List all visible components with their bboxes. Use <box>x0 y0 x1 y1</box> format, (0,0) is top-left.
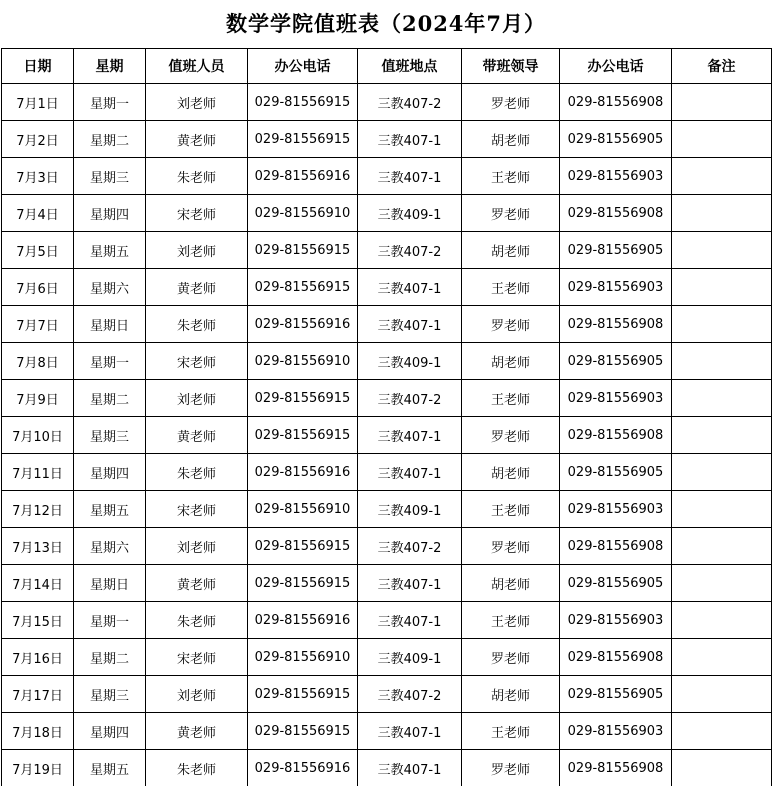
leader-office-phone-cell: 029-81556905 <box>560 565 672 602</box>
duty-staff-cell: 黄老师 <box>146 269 248 306</box>
staff-office-phone-cell: 029-81556910 <box>248 639 358 676</box>
table-row <box>2 454 772 491</box>
duty-staff-cell: 宋老师 <box>146 639 248 676</box>
leader-cell: 王老师 <box>462 491 560 528</box>
leader-cell: 王老师 <box>462 380 560 417</box>
date-cell: 7月3日 <box>2 158 74 195</box>
weekday-cell: 星期一 <box>74 84 146 121</box>
weekday-cell: 星期五 <box>74 232 146 269</box>
duty-staff-cell: 宋老师 <box>146 491 248 528</box>
staff-office-phone-cell: 029-81556916 <box>248 750 358 786</box>
weekday-cell: 星期一 <box>74 602 146 639</box>
remarks-cell <box>672 232 772 269</box>
leader-office-phone-cell: 029-81556903 <box>560 269 672 306</box>
table-row <box>2 713 772 750</box>
weekday-cell: 星期日 <box>74 306 146 343</box>
duty-staff-cell: 朱老师 <box>146 158 248 195</box>
date-cell: 7月5日 <box>2 232 74 269</box>
leader-cell: 胡老师 <box>462 454 560 491</box>
remarks-cell <box>672 750 772 786</box>
remarks-cell <box>672 195 772 232</box>
staff-office-phone-cell: 029-81556910 <box>248 343 358 380</box>
table-row <box>2 232 772 269</box>
date-cell: 7月10日 <box>2 417 74 454</box>
leader-cell: 罗老师 <box>462 417 560 454</box>
weekday-cell: 星期二 <box>74 121 146 158</box>
staff-office-phone-cell: 029-81556910 <box>248 195 358 232</box>
staff-office-phone-cell: 029-81556916 <box>248 454 358 491</box>
duty-location-cell: 三教407-1 <box>358 750 462 786</box>
staff-office-phone-cell: 029-81556910 <box>248 491 358 528</box>
header-duty-staff: 值班人员 <box>146 49 248 84</box>
duty-staff-cell: 朱老师 <box>146 750 248 786</box>
leader-cell: 王老师 <box>462 602 560 639</box>
leader-office-phone-cell: 029-81556908 <box>560 528 672 565</box>
staff-office-phone-cell: 029-81556916 <box>248 602 358 639</box>
leader-cell: 胡老师 <box>462 676 560 713</box>
leader-cell: 罗老师 <box>462 528 560 565</box>
staff-office-phone-cell: 029-81556916 <box>248 306 358 343</box>
leader-cell: 胡老师 <box>462 343 560 380</box>
table-row <box>2 491 772 528</box>
date-cell: 7月13日 <box>2 528 74 565</box>
weekday-cell: 星期三 <box>74 158 146 195</box>
weekday-cell: 星期六 <box>74 269 146 306</box>
leader-office-phone-cell: 029-81556908 <box>560 84 672 121</box>
date-cell: 7月7日 <box>2 306 74 343</box>
duty-staff-cell: 黄老师 <box>146 713 248 750</box>
remarks-cell <box>672 121 772 158</box>
weekday-cell: 星期五 <box>74 750 146 786</box>
duty-staff-cell: 刘老师 <box>146 232 248 269</box>
header-leader-office-phone: 办公电话 <box>560 49 672 84</box>
staff-office-phone-cell: 029-81556915 <box>248 84 358 121</box>
duty-location-cell: 三教407-1 <box>358 158 462 195</box>
leader-office-phone-cell: 029-81556905 <box>560 676 672 713</box>
table-row <box>2 306 772 343</box>
leader-office-phone-cell: 029-81556908 <box>560 639 672 676</box>
duty-location-cell: 三教407-2 <box>358 676 462 713</box>
date-cell: 7月15日 <box>2 602 74 639</box>
duty-location-cell: 三教407-2 <box>358 232 462 269</box>
duty-staff-cell: 黄老师 <box>146 417 248 454</box>
leader-office-phone-cell: 029-81556903 <box>560 491 672 528</box>
duty-staff-cell: 刘老师 <box>146 676 248 713</box>
date-cell: 7月8日 <box>2 343 74 380</box>
duty-location-cell: 三教407-1 <box>358 269 462 306</box>
date-cell: 7月1日 <box>2 84 74 121</box>
table-row <box>2 602 772 639</box>
remarks-cell <box>672 158 772 195</box>
duty-staff-cell: 朱老师 <box>146 454 248 491</box>
remarks-cell <box>672 565 772 602</box>
duty-location-cell: 三教409-1 <box>358 195 462 232</box>
leader-cell: 胡老师 <box>462 565 560 602</box>
leader-office-phone-cell: 029-81556905 <box>560 343 672 380</box>
weekday-cell: 星期四 <box>74 195 146 232</box>
header-remarks: 备注 <box>672 49 772 84</box>
date-cell: 7月11日 <box>2 454 74 491</box>
date-cell: 7月17日 <box>2 676 74 713</box>
duty-location-cell: 三教407-2 <box>358 380 462 417</box>
leader-cell: 胡老师 <box>462 121 560 158</box>
staff-office-phone-cell: 029-81556916 <box>248 158 358 195</box>
duty-staff-cell: 宋老师 <box>146 343 248 380</box>
staff-office-phone-cell: 029-81556915 <box>248 232 358 269</box>
date-cell: 7月9日 <box>2 380 74 417</box>
staff-office-phone-cell: 029-81556915 <box>248 121 358 158</box>
weekday-cell: 星期六 <box>74 528 146 565</box>
leader-office-phone-cell: 029-81556905 <box>560 232 672 269</box>
table-row <box>2 639 772 676</box>
remarks-cell <box>672 306 772 343</box>
table-row <box>2 158 772 195</box>
date-cell: 7月2日 <box>2 121 74 158</box>
duty-staff-cell: 刘老师 <box>146 528 248 565</box>
weekday-cell: 星期二 <box>74 380 146 417</box>
date-cell: 7月19日 <box>2 750 74 786</box>
leader-office-phone-cell: 029-81556903 <box>560 158 672 195</box>
leader-cell: 王老师 <box>462 713 560 750</box>
duty-location-cell: 三教407-1 <box>358 454 462 491</box>
date-cell: 7月6日 <box>2 269 74 306</box>
table-row <box>2 121 772 158</box>
date-cell: 7月16日 <box>2 639 74 676</box>
remarks-cell <box>672 417 772 454</box>
table-row <box>2 676 772 713</box>
duty-location-cell: 三教407-1 <box>358 121 462 158</box>
remarks-cell <box>672 602 772 639</box>
duty-location-cell: 三教407-2 <box>358 528 462 565</box>
remarks-cell <box>672 713 772 750</box>
remarks-cell <box>672 343 772 380</box>
remarks-cell <box>672 528 772 565</box>
duty-staff-cell: 刘老师 <box>146 84 248 121</box>
table-row <box>2 84 772 121</box>
duty-staff-cell: 黄老师 <box>146 121 248 158</box>
weekday-cell: 星期日 <box>74 565 146 602</box>
duty-location-cell: 三教407-1 <box>358 417 462 454</box>
duty-staff-cell: 朱老师 <box>146 602 248 639</box>
table-row <box>2 417 772 454</box>
date-cell: 7月12日 <box>2 491 74 528</box>
leader-cell: 罗老师 <box>462 639 560 676</box>
staff-office-phone-cell: 029-81556915 <box>248 676 358 713</box>
duty-location-cell: 三教407-2 <box>358 84 462 121</box>
leader-cell: 王老师 <box>462 269 560 306</box>
date-cell: 7月4日 <box>2 195 74 232</box>
duty-staff-cell: 朱老师 <box>146 306 248 343</box>
header-duty-location: 值班地点 <box>358 49 462 84</box>
staff-office-phone-cell: 029-81556915 <box>248 269 358 306</box>
leader-office-phone-cell: 029-81556908 <box>560 195 672 232</box>
table-row <box>2 195 772 232</box>
weekday-cell: 星期三 <box>74 417 146 454</box>
leader-office-phone-cell: 029-81556908 <box>560 306 672 343</box>
staff-office-phone-cell: 029-81556915 <box>248 380 358 417</box>
date-cell: 7月14日 <box>2 565 74 602</box>
duty-location-cell: 三教407-1 <box>358 306 462 343</box>
table-row <box>2 750 772 786</box>
weekday-cell: 星期二 <box>74 639 146 676</box>
duty-roster-table <box>1 48 772 786</box>
remarks-cell <box>672 639 772 676</box>
duty-location-cell: 三教409-1 <box>358 639 462 676</box>
remarks-cell <box>672 454 772 491</box>
duty-staff-cell: 刘老师 <box>146 380 248 417</box>
table-row <box>2 528 772 565</box>
leader-cell: 罗老师 <box>462 306 560 343</box>
table-row <box>2 343 772 380</box>
duty-location-cell: 三教409-1 <box>358 491 462 528</box>
duty-staff-cell: 黄老师 <box>146 565 248 602</box>
duty-location-cell: 三教407-1 <box>358 602 462 639</box>
leader-cell: 罗老师 <box>462 750 560 786</box>
leader-cell: 胡老师 <box>462 232 560 269</box>
page-title: 数学学院值班表（2024年7月） <box>225 11 547 36</box>
table-row <box>2 380 772 417</box>
weekday-cell: 星期三 <box>74 676 146 713</box>
staff-office-phone-cell: 029-81556915 <box>248 528 358 565</box>
remarks-cell <box>672 380 772 417</box>
duty-location-cell: 三教409-1 <box>358 343 462 380</box>
leader-office-phone-cell: 029-81556903 <box>560 602 672 639</box>
staff-office-phone-cell: 029-81556915 <box>248 713 358 750</box>
remarks-cell <box>672 676 772 713</box>
header-weekday: 星期 <box>74 49 146 84</box>
leader-office-phone-cell: 029-81556908 <box>560 417 672 454</box>
leader-cell: 罗老师 <box>462 195 560 232</box>
remarks-cell <box>672 269 772 306</box>
table-row <box>2 269 772 306</box>
date-cell: 7月18日 <box>2 713 74 750</box>
leader-office-phone-cell: 029-81556903 <box>560 713 672 750</box>
leader-office-phone-cell: 029-81556905 <box>560 121 672 158</box>
remarks-cell <box>672 491 772 528</box>
leader-office-phone-cell: 029-81556905 <box>560 454 672 491</box>
weekday-cell: 星期四 <box>74 713 146 750</box>
header-staff-office-phone: 办公电话 <box>248 49 358 84</box>
remarks-cell <box>672 84 772 121</box>
weekday-cell: 星期一 <box>74 343 146 380</box>
duty-staff-cell: 宋老师 <box>146 195 248 232</box>
leader-cell: 罗老师 <box>462 84 560 121</box>
header-leader: 带班领导 <box>462 49 560 84</box>
staff-office-phone-cell: 029-81556915 <box>248 565 358 602</box>
duty-location-cell: 三教407-1 <box>358 565 462 602</box>
table-header <box>2 49 772 84</box>
leader-office-phone-cell: 029-81556903 <box>560 380 672 417</box>
header-row <box>2 49 772 84</box>
staff-office-phone-cell: 029-81556915 <box>248 417 358 454</box>
table-row <box>2 565 772 602</box>
duty-location-cell: 三教407-1 <box>358 713 462 750</box>
table-body <box>2 84 772 786</box>
leader-cell: 王老师 <box>462 158 560 195</box>
header-date: 日期 <box>2 49 74 84</box>
leader-office-phone-cell: 029-81556908 <box>560 750 672 786</box>
weekday-cell: 星期五 <box>74 491 146 528</box>
weekday-cell: 星期四 <box>74 454 146 491</box>
